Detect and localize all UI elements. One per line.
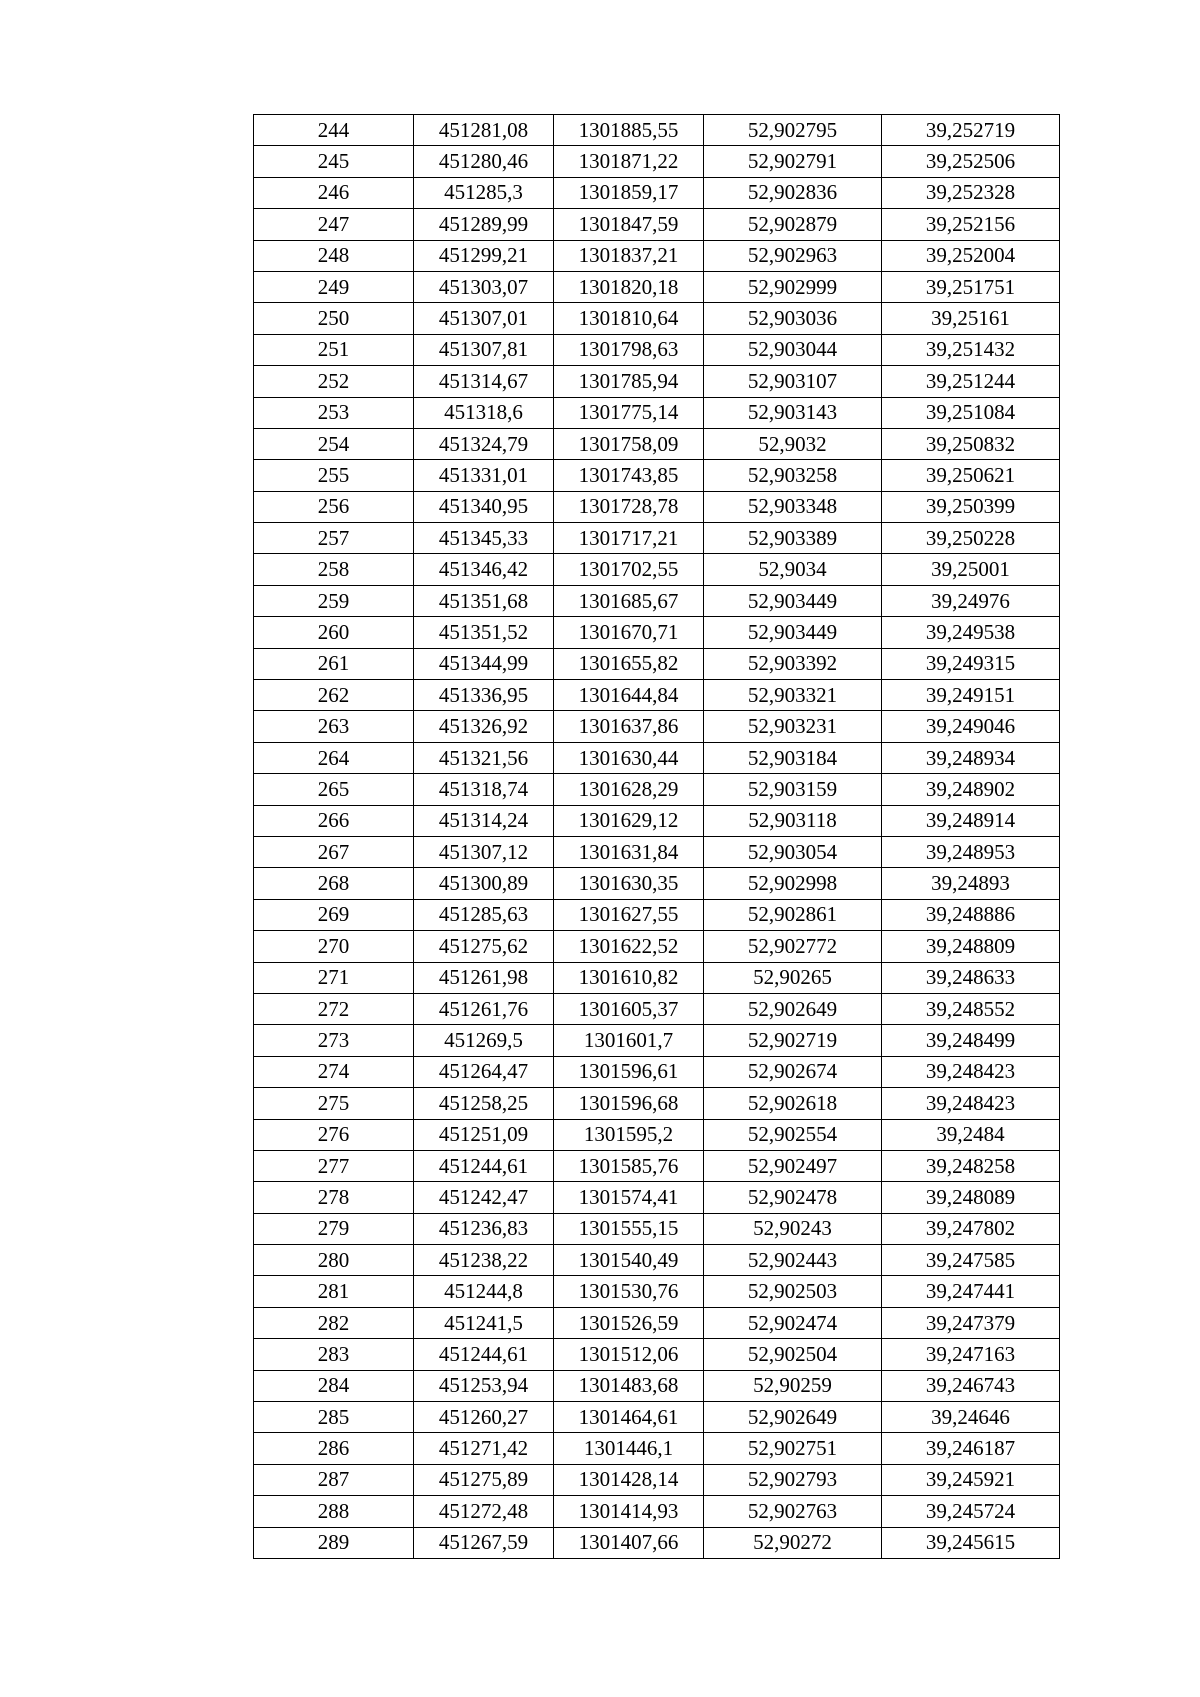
longitude-cell: 39,245615	[882, 1527, 1060, 1558]
latitude-cell: 52,90259	[704, 1370, 882, 1401]
table-row	[254, 554, 1060, 585]
point-number-cell: 277	[254, 1150, 414, 1181]
x-coordinate-cell: 451272,48	[414, 1496, 554, 1527]
longitude-cell: 39,24893	[882, 868, 1060, 899]
longitude-cell: 39,251244	[882, 366, 1060, 397]
longitude-cell: 39,248886	[882, 899, 1060, 930]
point-number-cell: 264	[254, 742, 414, 773]
point-number-cell: 286	[254, 1433, 414, 1464]
x-coordinate-cell: 451264,47	[414, 1056, 554, 1087]
y-coordinate-cell: 1301644,84	[554, 680, 704, 711]
table-row	[254, 460, 1060, 491]
latitude-cell: 52,903321	[704, 680, 882, 711]
table-row	[254, 868, 1060, 899]
latitude-cell: 52,9034	[704, 554, 882, 585]
longitude-cell: 39,247585	[882, 1245, 1060, 1276]
table-row	[254, 491, 1060, 522]
longitude-cell: 39,248423	[882, 1056, 1060, 1087]
y-coordinate-cell: 1301595,2	[554, 1119, 704, 1150]
point-number-cell: 262	[254, 680, 414, 711]
table-row	[254, 523, 1060, 554]
y-coordinate-cell: 1301785,94	[554, 366, 704, 397]
y-coordinate-cell: 1301483,68	[554, 1370, 704, 1401]
y-coordinate-cell: 1301414,93	[554, 1496, 704, 1527]
table-row	[254, 805, 1060, 836]
x-coordinate-cell: 451321,56	[414, 742, 554, 773]
longitude-cell: 39,24976	[882, 585, 1060, 616]
point-number-cell: 267	[254, 836, 414, 867]
longitude-cell: 39,250399	[882, 491, 1060, 522]
longitude-cell: 39,247379	[882, 1307, 1060, 1338]
point-number-cell: 245	[254, 146, 414, 177]
table-row	[254, 1464, 1060, 1495]
y-coordinate-cell: 1301702,55	[554, 554, 704, 585]
latitude-cell: 52,902674	[704, 1056, 882, 1087]
table-row	[254, 1433, 1060, 1464]
longitude-cell: 39,248934	[882, 742, 1060, 773]
latitude-cell: 52,903231	[704, 711, 882, 742]
point-number-cell: 284	[254, 1370, 414, 1401]
longitude-cell: 39,245724	[882, 1496, 1060, 1527]
y-coordinate-cell: 1301637,86	[554, 711, 704, 742]
table-row	[254, 271, 1060, 302]
point-number-cell: 270	[254, 931, 414, 962]
latitude-cell: 52,903036	[704, 303, 882, 334]
table-row	[254, 303, 1060, 334]
y-coordinate-cell: 1301622,52	[554, 931, 704, 962]
table-row	[254, 397, 1060, 428]
y-coordinate-cell: 1301655,82	[554, 648, 704, 679]
point-number-cell: 279	[254, 1213, 414, 1244]
x-coordinate-cell: 451324,79	[414, 428, 554, 459]
latitude-cell: 52,902649	[704, 993, 882, 1024]
table-row	[254, 836, 1060, 867]
longitude-cell: 39,251751	[882, 271, 1060, 302]
table-row	[254, 617, 1060, 648]
latitude-cell: 52,903348	[704, 491, 882, 522]
y-coordinate-cell: 1301859,17	[554, 177, 704, 208]
table-row	[254, 146, 1060, 177]
table-row	[254, 993, 1060, 1024]
longitude-cell: 39,246743	[882, 1370, 1060, 1401]
point-number-cell: 289	[254, 1527, 414, 1558]
point-number-cell: 266	[254, 805, 414, 836]
latitude-cell: 52,903054	[704, 836, 882, 867]
table-row	[254, 1245, 1060, 1276]
longitude-cell: 39,251432	[882, 334, 1060, 365]
longitude-cell: 39,248902	[882, 774, 1060, 805]
table-row	[254, 931, 1060, 962]
longitude-cell: 39,252328	[882, 177, 1060, 208]
point-number-cell: 276	[254, 1119, 414, 1150]
point-number-cell: 285	[254, 1402, 414, 1433]
y-coordinate-cell: 1301526,59	[554, 1307, 704, 1338]
table-row	[254, 1056, 1060, 1087]
x-coordinate-cell: 451299,21	[414, 240, 554, 271]
longitude-cell: 39,249315	[882, 648, 1060, 679]
latitude-cell: 52,903389	[704, 523, 882, 554]
point-number-cell: 268	[254, 868, 414, 899]
x-coordinate-cell: 451258,25	[414, 1088, 554, 1119]
latitude-cell: 52,902763	[704, 1496, 882, 1527]
table-row	[254, 1182, 1060, 1213]
x-coordinate-cell: 451261,98	[414, 962, 554, 993]
latitude-cell: 52,902719	[704, 1025, 882, 1056]
x-coordinate-cell: 451351,52	[414, 617, 554, 648]
x-coordinate-cell: 451275,62	[414, 931, 554, 962]
x-coordinate-cell: 451314,24	[414, 805, 554, 836]
y-coordinate-cell: 1301446,1	[554, 1433, 704, 1464]
point-number-cell: 256	[254, 491, 414, 522]
latitude-cell: 52,902474	[704, 1307, 882, 1338]
latitude-cell: 52,902554	[704, 1119, 882, 1150]
y-coordinate-cell: 1301820,18	[554, 271, 704, 302]
x-coordinate-cell: 451307,12	[414, 836, 554, 867]
table-row	[254, 1307, 1060, 1338]
latitude-cell: 52,902836	[704, 177, 882, 208]
point-number-cell: 280	[254, 1245, 414, 1276]
latitude-cell: 52,902504	[704, 1339, 882, 1370]
point-number-cell: 250	[254, 303, 414, 334]
x-coordinate-cell: 451244,8	[414, 1276, 554, 1307]
x-coordinate-cell: 451318,6	[414, 397, 554, 428]
x-coordinate-cell: 451281,08	[414, 115, 554, 146]
latitude-cell: 52,902503	[704, 1276, 882, 1307]
longitude-cell: 39,252156	[882, 209, 1060, 240]
y-coordinate-cell: 1301630,44	[554, 742, 704, 773]
x-coordinate-cell: 451244,61	[414, 1339, 554, 1370]
latitude-cell: 52,902478	[704, 1182, 882, 1213]
table-row	[254, 742, 1060, 773]
x-coordinate-cell: 451344,99	[414, 648, 554, 679]
latitude-cell: 52,902793	[704, 1464, 882, 1495]
y-coordinate-cell: 1301540,49	[554, 1245, 704, 1276]
point-number-cell: 278	[254, 1182, 414, 1213]
point-number-cell: 261	[254, 648, 414, 679]
latitude-cell: 52,902649	[704, 1402, 882, 1433]
y-coordinate-cell: 1301728,78	[554, 491, 704, 522]
table-row	[254, 1025, 1060, 1056]
table-row	[254, 1088, 1060, 1119]
table-row	[254, 1402, 1060, 1433]
latitude-cell: 52,902497	[704, 1150, 882, 1181]
latitude-cell: 52,903449	[704, 585, 882, 616]
table-row	[254, 774, 1060, 805]
latitude-cell: 52,902791	[704, 146, 882, 177]
latitude-cell: 52,903159	[704, 774, 882, 805]
y-coordinate-cell: 1301601,7	[554, 1025, 704, 1056]
y-coordinate-cell: 1301717,21	[554, 523, 704, 554]
y-coordinate-cell: 1301428,14	[554, 1464, 704, 1495]
table-row	[254, 585, 1060, 616]
x-coordinate-cell: 451236,83	[414, 1213, 554, 1244]
point-number-cell: 257	[254, 523, 414, 554]
table-row	[254, 648, 1060, 679]
latitude-cell: 52,902963	[704, 240, 882, 271]
x-coordinate-cell: 451267,59	[414, 1527, 554, 1558]
x-coordinate-cell: 451253,94	[414, 1370, 554, 1401]
table-row	[254, 115, 1060, 146]
longitude-cell: 39,25001	[882, 554, 1060, 585]
x-coordinate-cell: 451289,99	[414, 209, 554, 240]
latitude-cell: 52,903392	[704, 648, 882, 679]
x-coordinate-cell: 451285,63	[414, 899, 554, 930]
longitude-cell: 39,249046	[882, 711, 1060, 742]
longitude-cell: 39,249538	[882, 617, 1060, 648]
longitude-cell: 39,252506	[882, 146, 1060, 177]
table-row	[254, 1339, 1060, 1370]
x-coordinate-cell: 451318,74	[414, 774, 554, 805]
y-coordinate-cell: 1301530,76	[554, 1276, 704, 1307]
latitude-cell: 52,902879	[704, 209, 882, 240]
table-row	[254, 428, 1060, 459]
coordinates-table	[253, 114, 1060, 1559]
point-number-cell: 263	[254, 711, 414, 742]
y-coordinate-cell: 1301585,76	[554, 1150, 704, 1181]
x-coordinate-cell: 451345,33	[414, 523, 554, 554]
longitude-cell: 39,248633	[882, 962, 1060, 993]
point-number-cell: 259	[254, 585, 414, 616]
y-coordinate-cell: 1301670,71	[554, 617, 704, 648]
y-coordinate-cell: 1301596,61	[554, 1056, 704, 1087]
y-coordinate-cell: 1301775,14	[554, 397, 704, 428]
x-coordinate-cell: 451340,95	[414, 491, 554, 522]
latitude-cell: 52,903143	[704, 397, 882, 428]
table-row	[254, 711, 1060, 742]
x-coordinate-cell: 451314,67	[414, 366, 554, 397]
table-row	[254, 1276, 1060, 1307]
x-coordinate-cell: 451269,5	[414, 1025, 554, 1056]
point-number-cell: 287	[254, 1464, 414, 1495]
point-number-cell: 265	[254, 774, 414, 805]
longitude-cell: 39,248914	[882, 805, 1060, 836]
point-number-cell: 271	[254, 962, 414, 993]
table-row	[254, 1213, 1060, 1244]
point-number-cell: 288	[254, 1496, 414, 1527]
point-number-cell: 247	[254, 209, 414, 240]
latitude-cell: 52,902751	[704, 1433, 882, 1464]
longitude-cell: 39,2484	[882, 1119, 1060, 1150]
longitude-cell: 39,248258	[882, 1150, 1060, 1181]
longitude-cell: 39,247441	[882, 1276, 1060, 1307]
y-coordinate-cell: 1301574,41	[554, 1182, 704, 1213]
latitude-cell: 52,9032	[704, 428, 882, 459]
point-number-cell: 260	[254, 617, 414, 648]
point-number-cell: 251	[254, 334, 414, 365]
y-coordinate-cell: 1301685,67	[554, 585, 704, 616]
point-number-cell: 255	[254, 460, 414, 491]
point-number-cell: 283	[254, 1339, 414, 1370]
table-row	[254, 680, 1060, 711]
x-coordinate-cell: 451346,42	[414, 554, 554, 585]
y-coordinate-cell: 1301628,29	[554, 774, 704, 805]
latitude-cell: 52,902861	[704, 899, 882, 930]
latitude-cell: 52,902795	[704, 115, 882, 146]
x-coordinate-cell: 451275,89	[414, 1464, 554, 1495]
x-coordinate-cell: 451285,3	[414, 177, 554, 208]
latitude-cell: 52,903258	[704, 460, 882, 491]
longitude-cell: 39,246187	[882, 1433, 1060, 1464]
longitude-cell: 39,248809	[882, 931, 1060, 962]
table-row	[254, 1370, 1060, 1401]
x-coordinate-cell: 451336,95	[414, 680, 554, 711]
table-row	[254, 1527, 1060, 1558]
latitude-cell: 52,902772	[704, 931, 882, 962]
x-coordinate-cell: 451260,27	[414, 1402, 554, 1433]
longitude-cell: 39,248089	[882, 1182, 1060, 1213]
x-coordinate-cell: 451242,47	[414, 1182, 554, 1213]
x-coordinate-cell: 451300,89	[414, 868, 554, 899]
latitude-cell: 52,902443	[704, 1245, 882, 1276]
y-coordinate-cell: 1301512,06	[554, 1339, 704, 1370]
point-number-cell: 253	[254, 397, 414, 428]
latitude-cell: 52,902999	[704, 271, 882, 302]
x-coordinate-cell: 451238,22	[414, 1245, 554, 1276]
table-row	[254, 962, 1060, 993]
table-row	[254, 177, 1060, 208]
point-number-cell: 281	[254, 1276, 414, 1307]
latitude-cell: 52,90243	[704, 1213, 882, 1244]
longitude-cell: 39,250621	[882, 460, 1060, 491]
point-number-cell: 258	[254, 554, 414, 585]
longitude-cell: 39,249151	[882, 680, 1060, 711]
longitude-cell: 39,250832	[882, 428, 1060, 459]
point-number-cell: 252	[254, 366, 414, 397]
latitude-cell: 52,903107	[704, 366, 882, 397]
y-coordinate-cell: 1301610,82	[554, 962, 704, 993]
coordinates-table-body	[254, 115, 1060, 1559]
y-coordinate-cell: 1301627,55	[554, 899, 704, 930]
longitude-cell: 39,248953	[882, 836, 1060, 867]
point-number-cell: 248	[254, 240, 414, 271]
table-row	[254, 209, 1060, 240]
table-row	[254, 1119, 1060, 1150]
latitude-cell: 52,903044	[704, 334, 882, 365]
point-number-cell: 269	[254, 899, 414, 930]
longitude-cell: 39,247802	[882, 1213, 1060, 1244]
x-coordinate-cell: 451307,81	[414, 334, 554, 365]
latitude-cell: 52,90265	[704, 962, 882, 993]
table-row	[254, 240, 1060, 271]
latitude-cell: 52,902998	[704, 868, 882, 899]
longitude-cell: 39,245921	[882, 1464, 1060, 1495]
y-coordinate-cell: 1301798,63	[554, 334, 704, 365]
x-coordinate-cell: 451261,76	[414, 993, 554, 1024]
latitude-cell: 52,903184	[704, 742, 882, 773]
table-row	[254, 899, 1060, 930]
table-row	[254, 366, 1060, 397]
point-number-cell: 273	[254, 1025, 414, 1056]
point-number-cell: 274	[254, 1056, 414, 1087]
longitude-cell: 39,24646	[882, 1402, 1060, 1433]
point-number-cell: 275	[254, 1088, 414, 1119]
y-coordinate-cell: 1301464,61	[554, 1402, 704, 1433]
y-coordinate-cell: 1301758,09	[554, 428, 704, 459]
y-coordinate-cell: 1301810,64	[554, 303, 704, 334]
y-coordinate-cell: 1301847,59	[554, 209, 704, 240]
longitude-cell: 39,248499	[882, 1025, 1060, 1056]
table-row	[254, 1496, 1060, 1527]
latitude-cell: 52,90272	[704, 1527, 882, 1558]
longitude-cell: 39,248423	[882, 1088, 1060, 1119]
longitude-cell: 39,248552	[882, 993, 1060, 1024]
point-number-cell: 244	[254, 115, 414, 146]
point-number-cell: 254	[254, 428, 414, 459]
longitude-cell: 39,250228	[882, 523, 1060, 554]
point-number-cell: 246	[254, 177, 414, 208]
x-coordinate-cell: 451244,61	[414, 1150, 554, 1181]
y-coordinate-cell: 1301605,37	[554, 993, 704, 1024]
point-number-cell: 249	[254, 271, 414, 302]
x-coordinate-cell: 451351,68	[414, 585, 554, 616]
x-coordinate-cell: 451280,46	[414, 146, 554, 177]
y-coordinate-cell: 1301631,84	[554, 836, 704, 867]
table-row	[254, 334, 1060, 365]
longitude-cell: 39,251084	[882, 397, 1060, 428]
y-coordinate-cell: 1301885,55	[554, 115, 704, 146]
table-row	[254, 1150, 1060, 1181]
y-coordinate-cell: 1301407,66	[554, 1527, 704, 1558]
y-coordinate-cell: 1301630,35	[554, 868, 704, 899]
x-coordinate-cell: 451241,5	[414, 1307, 554, 1338]
longitude-cell: 39,252719	[882, 115, 1060, 146]
longitude-cell: 39,25161	[882, 303, 1060, 334]
y-coordinate-cell: 1301743,85	[554, 460, 704, 491]
latitude-cell: 52,902618	[704, 1088, 882, 1119]
y-coordinate-cell: 1301555,15	[554, 1213, 704, 1244]
x-coordinate-cell: 451331,01	[414, 460, 554, 491]
y-coordinate-cell: 1301596,68	[554, 1088, 704, 1119]
point-number-cell: 272	[254, 993, 414, 1024]
x-coordinate-cell: 451326,92	[414, 711, 554, 742]
x-coordinate-cell: 451271,42	[414, 1433, 554, 1464]
y-coordinate-cell: 1301629,12	[554, 805, 704, 836]
longitude-cell: 39,252004	[882, 240, 1060, 271]
point-number-cell: 282	[254, 1307, 414, 1338]
longitude-cell: 39,247163	[882, 1339, 1060, 1370]
latitude-cell: 52,903118	[704, 805, 882, 836]
x-coordinate-cell: 451303,07	[414, 271, 554, 302]
x-coordinate-cell: 451307,01	[414, 303, 554, 334]
x-coordinate-cell: 451251,09	[414, 1119, 554, 1150]
y-coordinate-cell: 1301837,21	[554, 240, 704, 271]
y-coordinate-cell: 1301871,22	[554, 146, 704, 177]
latitude-cell: 52,903449	[704, 617, 882, 648]
